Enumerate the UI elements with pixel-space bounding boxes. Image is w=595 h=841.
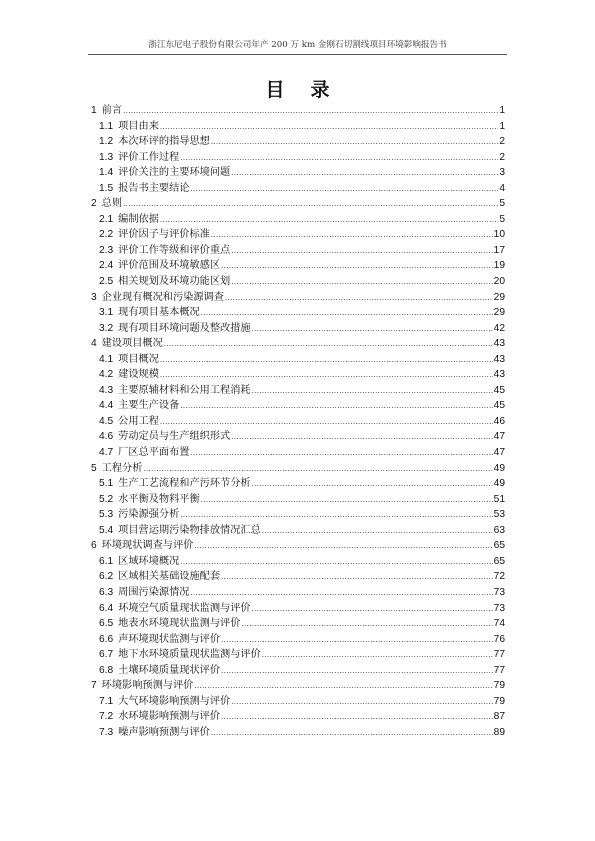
- toc-dot-leader: [252, 476, 493, 492]
- toc-section-entry[interactable]: [91, 321, 505, 337]
- toc-page-number: 73: [493, 586, 505, 598]
- toc-title-char-2: 录: [310, 79, 330, 101]
- toc-page-number: 42: [493, 322, 505, 334]
- toc-entry-number: 4.1: [99, 353, 114, 365]
- toc-section-entry[interactable]: [91, 585, 505, 601]
- toc-dot-leader: [160, 414, 493, 430]
- toc-entry-title: 污染源强分析: [118, 509, 180, 521]
- toc-section-entry[interactable]: [91, 632, 505, 648]
- toc-entry-title: 评价关注的主要环境问题: [118, 167, 231, 179]
- toc-section-entry[interactable]: [91, 227, 505, 243]
- toc-page-number: 43: [493, 369, 505, 381]
- toc-section-entry[interactable]: [91, 243, 505, 259]
- toc-entry-number: 6.7: [99, 649, 114, 661]
- toc-page-number: 29: [493, 307, 505, 319]
- toc-page-number: 65: [493, 555, 505, 567]
- toc-entry-number: 1.2: [99, 136, 114, 148]
- toc-entry-title: 工程分析: [101, 462, 143, 474]
- toc-entry-number: 6.3: [99, 586, 114, 598]
- toc-entry-title: 区域相关基础设施配套: [118, 571, 221, 583]
- toc-dot-leader: [123, 103, 498, 119]
- toc-entry-title: 本次环评的指导思想: [118, 136, 210, 148]
- toc-entry-title: 声环境现状监测与评价: [118, 633, 221, 645]
- toc-entry-number: 6.4: [99, 602, 114, 614]
- header-divider: [88, 54, 507, 55]
- page-header: 浙江东尼电子股份有限公司年产 200 万 km 金刚石切割线项目环境影响报告书: [148, 40, 447, 50]
- toc-entry-title: 地表水环境现状监测与评价: [118, 618, 241, 630]
- toc-page-number: 87: [493, 711, 505, 723]
- toc-dot-leader: [194, 538, 492, 554]
- toc-entry-title: 生产工艺流程和产污环节分析: [118, 478, 251, 490]
- toc-section-entry[interactable]: [91, 663, 505, 679]
- toc-entry-number: 6: [91, 540, 97, 552]
- toc-page-number: 74: [493, 618, 505, 630]
- toc-entry-title: 企业现有概况和污染源调查: [101, 291, 224, 303]
- toc-section-entry[interactable]: [91, 554, 505, 570]
- toc-dot-leader: [123, 196, 498, 212]
- toc-entry-number: 5: [91, 462, 97, 474]
- toc-page-number: 89: [493, 726, 505, 738]
- toc-section-entry[interactable]: [91, 367, 505, 383]
- toc-entry-number: 2.4: [99, 260, 114, 272]
- toc-entry-number: 3.1: [99, 307, 114, 319]
- toc-section-entry[interactable]: [91, 476, 505, 492]
- toc-section-entry[interactable]: [91, 258, 505, 274]
- toc-entry-title: 前言: [101, 105, 123, 116]
- toc-section-entry[interactable]: [91, 414, 505, 430]
- toc-section-entry[interactable]: [91, 119, 505, 135]
- toc-entry-number: 1.1: [99, 120, 114, 132]
- toc-section-entry[interactable]: [91, 429, 505, 445]
- toc-entry-number: 5.3: [99, 509, 114, 521]
- toc-section-entry[interactable]: [91, 492, 505, 508]
- toc-dot-leader: [190, 585, 492, 601]
- toc-dot-leader: [160, 367, 493, 383]
- toc-entry-title: 区域环境概况: [118, 555, 180, 567]
- toc-entry-title: 编制依据: [118, 213, 159, 225]
- toc-dot-leader: [164, 336, 493, 352]
- toc-chapter-entry[interactable]: [91, 538, 505, 554]
- toc-entry-title: 水环境影响预测与评价: [118, 711, 221, 723]
- toc-entry-number: 4.4: [99, 400, 114, 412]
- toc-section-entry[interactable]: [91, 305, 505, 321]
- toc-entry-number: 2.3: [99, 244, 114, 256]
- toc-section-entry[interactable]: [91, 181, 505, 197]
- toc-page-number: 2: [499, 151, 505, 163]
- toc-page-number: 77: [493, 649, 505, 661]
- toc-dot-leader: [221, 663, 493, 679]
- toc-entry-number: 5.1: [99, 478, 114, 490]
- toc-section-entry[interactable]: [91, 569, 505, 585]
- toc-entry-number: 1.3: [99, 151, 114, 163]
- toc-dot-leader: [231, 274, 492, 290]
- toc-page-number: 76: [493, 633, 505, 645]
- toc-page-number: 29: [493, 291, 505, 303]
- toc-entry-number: 5.4: [99, 524, 114, 536]
- toc-section-entry[interactable]: [91, 352, 505, 368]
- toc-page-number: 49: [493, 462, 505, 474]
- toc-entry-title: 环境现状调查与评价: [101, 540, 194, 552]
- toc-page-number: 45: [493, 384, 505, 396]
- toc-entry-number: 3.2: [99, 322, 114, 334]
- toc-dot-leader: [225, 290, 493, 306]
- toc-entry-title: 环境空气质量现状监测与评价: [118, 602, 251, 614]
- toc-section-entry[interactable]: [91, 274, 505, 290]
- toc-page-number: 51: [493, 493, 505, 505]
- toc-page-number: 79: [493, 680, 505, 692]
- toc-entry-title: 评价工作过程: [118, 151, 180, 163]
- toc-chapter-entry[interactable]: [91, 461, 505, 477]
- toc-dot-leader: [201, 305, 493, 321]
- toc-entry-number: 4.6: [99, 431, 114, 443]
- toc-page-number: 45: [493, 400, 505, 412]
- toc-page-number: 5: [499, 213, 505, 225]
- toc-entry-number: 2.2: [99, 229, 114, 241]
- toc-section-entry[interactable]: [91, 445, 505, 461]
- toc-entry-title: 评价范围及环境敏感区: [118, 260, 221, 272]
- toc-entry-title: 环境影响预测与评价: [101, 680, 194, 692]
- toc-section-entry[interactable]: [91, 398, 505, 414]
- toc-entry-number: 6.5: [99, 618, 114, 630]
- toc-entry-title: 主要原辅材料和公用工程消耗: [118, 384, 251, 396]
- toc-entry-number: 1: [91, 105, 97, 116]
- toc-entry-title: 劳动定员与生产组织形式: [118, 431, 231, 443]
- toc-entry-title: 项目由来: [118, 120, 159, 132]
- toc-page-number: 53: [493, 509, 505, 521]
- toc-title-char-1: 目: [265, 79, 285, 101]
- toc-entry-title: 报告书主要结论: [118, 182, 190, 194]
- toc-entry-title: 评价工作等级和评价重点: [118, 244, 231, 256]
- toc-dot-leader: [252, 601, 493, 617]
- toc-entry-title: 项目概况: [118, 353, 159, 365]
- toc-entry-title: 厂区总平面布置: [118, 447, 190, 459]
- toc-entry-title: 噪声影响预测与评价: [118, 726, 210, 738]
- toc-page-number: 10: [493, 229, 505, 241]
- toc-title: [0, 75, 595, 102]
- toc-entry-title: 现有项目基本概况: [118, 307, 200, 319]
- toc-dot-leader: [180, 507, 492, 523]
- toc-entry-title: 周围污染源情况: [118, 586, 190, 598]
- toc-dot-leader: [241, 616, 492, 632]
- toc-entry-number: 3: [91, 291, 97, 303]
- toc-entry-number: 4.2: [99, 369, 114, 381]
- toc-dot-leader: [262, 523, 493, 539]
- toc-dot-leader: [221, 569, 493, 585]
- toc-entry-number: 4: [91, 338, 97, 350]
- toc-section-entry[interactable]: [91, 647, 505, 663]
- toc-section-entry[interactable]: [91, 616, 505, 632]
- toc-dot-leader: [221, 709, 493, 725]
- toc-section-entry[interactable]: [91, 725, 505, 741]
- toc-dot-leader: [180, 554, 492, 570]
- toc-page-number: 49: [493, 478, 505, 490]
- toc-dot-leader: [252, 383, 493, 399]
- toc-entry-number: 5.2: [99, 493, 114, 505]
- toc-page-number: 43: [493, 338, 505, 350]
- toc-entry-title: 相关规划及环境功能区划: [118, 276, 231, 288]
- toc-section-entry[interactable]: [91, 134, 505, 150]
- toc-page-number: 1: [499, 105, 505, 116]
- toc-dot-leader: [221, 258, 493, 274]
- toc-page-number: 1: [499, 120, 505, 132]
- toc-page-number: 73: [493, 602, 505, 614]
- toc-entry-number: 7.3: [99, 726, 114, 738]
- toc-entry-title: 评价因子与评价标准: [118, 229, 210, 241]
- toc-entry-title: 总则: [101, 198, 123, 210]
- toc-dot-leader: [231, 243, 492, 259]
- toc-page-number: 20: [493, 276, 505, 288]
- toc-dot-leader: [201, 492, 493, 508]
- toc-dot-leader: [231, 694, 492, 710]
- toc-entry-title: 项目营运期污染物排放情况汇总: [118, 524, 261, 536]
- toc-entry-title: 建设规模: [118, 369, 159, 381]
- toc-dot-leader: [160, 119, 498, 135]
- toc-entry-number: 2: [91, 198, 97, 210]
- toc-section-entry[interactable]: [91, 165, 505, 181]
- toc-chapter-entry[interactable]: [91, 678, 505, 694]
- toc-page-number: 3: [499, 167, 505, 179]
- toc-dot-leader: [211, 725, 493, 741]
- table-of-contents: [91, 103, 505, 740]
- toc-entry-number: 1.5: [99, 182, 114, 194]
- toc-entry-title: 主要生产设备: [118, 400, 180, 412]
- toc-dot-leader: [143, 461, 492, 477]
- toc-section-entry[interactable]: [91, 507, 505, 523]
- toc-dot-leader: [180, 150, 498, 166]
- toc-page-number: 19: [493, 260, 505, 272]
- toc-entry-number: 6.6: [99, 633, 114, 645]
- toc-dot-leader: [180, 398, 492, 414]
- toc-entry-number: 4.7: [99, 447, 114, 459]
- toc-entry-number: 6.8: [99, 664, 114, 676]
- toc-section-entry[interactable]: [91, 523, 505, 539]
- toc-dot-leader: [160, 212, 498, 228]
- toc-entry-title: 地下水环境质量现状监测与评价: [118, 649, 261, 661]
- toc-entry-title: 公用工程: [118, 415, 159, 427]
- toc-page-number: 65: [493, 540, 505, 552]
- toc-entry-number: 2.5: [99, 276, 114, 288]
- toc-page-number: 47: [493, 447, 505, 459]
- toc-dot-leader: [221, 632, 493, 648]
- toc-dot-leader: [211, 227, 493, 243]
- toc-dot-leader: [194, 678, 492, 694]
- toc-entry-number: 6.2: [99, 571, 114, 583]
- toc-dot-leader: [190, 445, 492, 461]
- toc-page-number: 2: [499, 136, 505, 148]
- toc-dot-leader: [262, 647, 493, 663]
- toc-page-number: 5: [499, 198, 505, 210]
- toc-section-entry[interactable]: [91, 601, 505, 617]
- toc-page-number: 43: [493, 353, 505, 365]
- toc-entry-title: 水平衡及物料平衡: [118, 493, 200, 505]
- toc-page-number: 63: [493, 524, 505, 536]
- toc-dot-leader: [190, 181, 498, 197]
- toc-page-number: 79: [493, 695, 505, 707]
- toc-entry-title: 土壤环境质量现状评价: [118, 664, 221, 676]
- toc-section-entry[interactable]: [91, 212, 505, 228]
- toc-page-number: 4: [499, 182, 505, 194]
- toc-entry-number: 4.5: [99, 415, 114, 427]
- toc-entry-number: 4.3: [99, 384, 114, 396]
- toc-entry-number: 7: [91, 680, 97, 692]
- toc-entry-number: 7.1: [99, 695, 114, 707]
- toc-chapter-entry[interactable]: [91, 336, 505, 352]
- toc-section-entry[interactable]: [91, 383, 505, 399]
- toc-page-number: 72: [493, 571, 505, 583]
- toc-page-number: 47: [493, 431, 505, 443]
- toc-entry-number: 2.1: [99, 213, 114, 225]
- toc-section-entry[interactable]: [91, 709, 505, 725]
- toc-dot-leader: [211, 134, 498, 150]
- toc-chapter-entry[interactable]: [91, 103, 505, 119]
- toc-entry-title: 现有项目环境问题及整改措施: [118, 322, 251, 334]
- toc-page-number: 17: [493, 244, 505, 256]
- toc-section-entry[interactable]: [91, 694, 505, 710]
- toc-chapter-entry[interactable]: [91, 290, 505, 306]
- toc-chapter-entry[interactable]: [91, 196, 505, 212]
- toc-page-number: 46: [493, 415, 505, 427]
- toc-entry-number: 6.1: [99, 555, 114, 567]
- toc-dot-leader: [160, 352, 493, 368]
- toc-page-number: 77: [493, 664, 505, 676]
- toc-entry-number: 7.2: [99, 711, 114, 723]
- toc-dot-leader: [231, 429, 492, 445]
- toc-entry-title: 大气环境影响预测与评价: [118, 695, 231, 707]
- toc-entry-title: 建设项目概况: [101, 338, 163, 350]
- toc-dot-leader: [231, 165, 498, 181]
- toc-dot-leader: [252, 321, 493, 337]
- toc-entry-number: 1.4: [99, 167, 114, 179]
- toc-section-entry[interactable]: [91, 150, 505, 166]
